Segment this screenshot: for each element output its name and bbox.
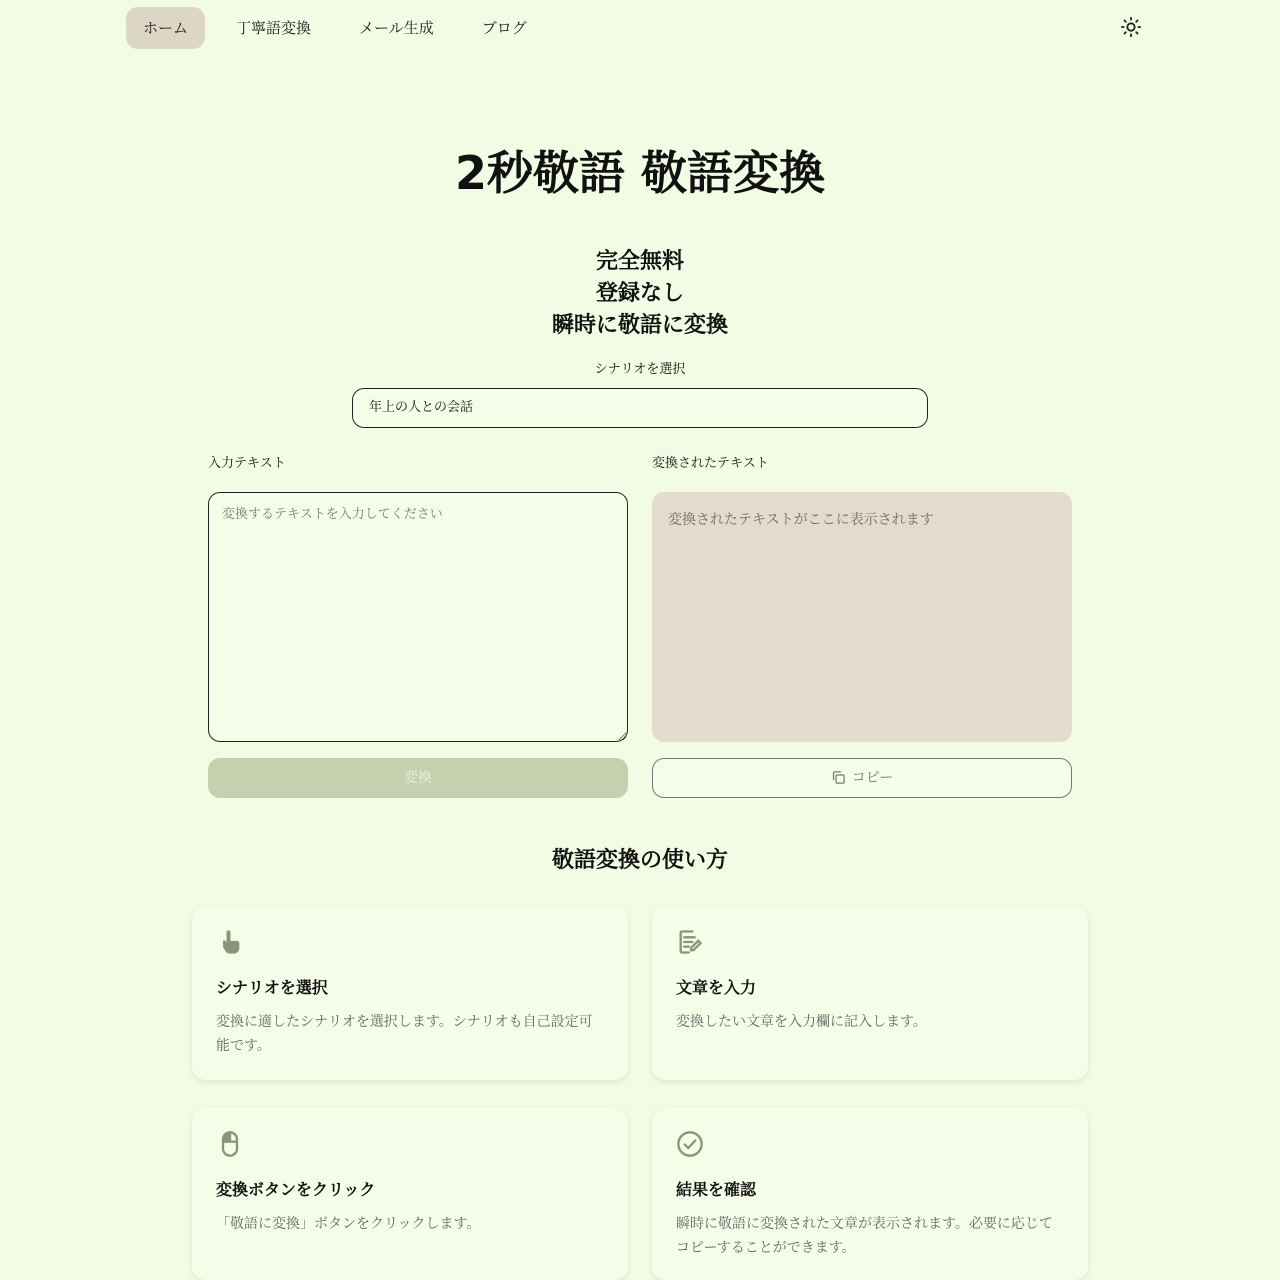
howto-card-result bbox=[652, 1108, 1088, 1280]
output-label: 変換されたテキスト bbox=[652, 456, 769, 471]
page-title: 2秒敬語 敬語変換 bbox=[454, 146, 826, 200]
howto-card-click bbox=[192, 1108, 628, 1280]
input-textarea[interactable] bbox=[208, 492, 628, 742]
scenario-select[interactable]: 年上の人との会話 bbox=[352, 388, 928, 428]
feature-free: 完全無料 bbox=[595, 249, 684, 274]
mouse-icon bbox=[216, 1130, 244, 1158]
top-nav bbox=[126, 7, 558, 49]
edit-document-icon bbox=[676, 928, 704, 956]
convert-button[interactable]: 変換 bbox=[208, 758, 628, 798]
card-title: 変換ボタンをクリック bbox=[216, 1180, 376, 1199]
nav-item-home[interactable]: ホーム bbox=[126, 7, 205, 49]
copy-icon bbox=[831, 770, 846, 785]
check-circle-icon bbox=[676, 1130, 704, 1158]
howto-title: 敬語変換の使い方 bbox=[551, 848, 728, 873]
card-desc: 変換したい文章を入力欄に記入します。 bbox=[676, 1014, 927, 1030]
input-label: 入力テキスト bbox=[208, 456, 286, 471]
sun-icon[interactable] bbox=[1120, 16, 1142, 38]
pointing-hand-icon bbox=[216, 928, 244, 956]
nav-item-mail[interactable]: メール生成 bbox=[359, 19, 434, 37]
howto-card-input bbox=[652, 906, 1088, 1080]
card-title: シナリオを選択 bbox=[216, 978, 328, 997]
card-desc: 「敬語に変換」ボタンをクリックします。 bbox=[216, 1216, 481, 1232]
feature-instant: 瞬時に敬語に変換 bbox=[551, 313, 728, 338]
card-desc: 瞬時に敬語に変換された文章が表示されます。必要に応じてコピーすることができます。 bbox=[676, 1216, 1053, 1256]
feature-no-signup: 登録なし bbox=[595, 281, 684, 306]
copy-button-label: コピー bbox=[851, 770, 894, 786]
card-title: 文章を入力 bbox=[676, 978, 757, 997]
card-desc: 変換に適したシナリオを選択します。シナリオも自己設定可能です。 bbox=[216, 1014, 593, 1054]
output-text: 変換されたテキストがここに表示されます bbox=[652, 492, 1072, 742]
card-title: 結果を確認 bbox=[676, 1180, 757, 1199]
scenario-label: シナリオを選択 bbox=[594, 362, 686, 377]
feature-list bbox=[0, 246, 1280, 342]
howto-card-select bbox=[192, 906, 628, 1080]
nav-item-blog[interactable]: ブログ bbox=[481, 19, 527, 37]
copy-button[interactable] bbox=[652, 758, 1072, 798]
nav-item-teineigo[interactable]: 丁寧語変換 bbox=[236, 19, 312, 37]
